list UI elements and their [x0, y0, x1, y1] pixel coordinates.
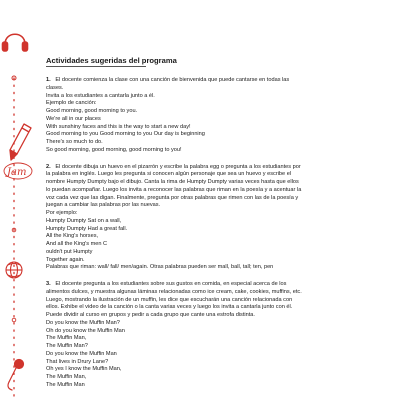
- text-line: Good morning, good morning to you.: [46, 108, 138, 114]
- text-line: Puede dividir al curso en grupos y pedir a cada grupo que cante una estrofa distinta.: [46, 312, 255, 318]
- text-line: Good morning to you Good morning to you Our day is beginning: [46, 131, 205, 138]
- activity-section-1: [46, 77, 392, 155]
- text-line: alimentos dulces, y muestra algunas láminas relacionadas como ice cream, cake, cookies, muffins, etc.: [46, 288, 302, 295]
- text-line: [46, 281, 392, 289]
- text-line: The Muffin Man: [46, 381, 85, 388]
- text-line: With sunshiny faces and this is the way to start a new day!: [46, 123, 191, 130]
- text-line: voz cada vez que las digan. Finalmente, pregunta por otras palabras que rimen con las de la poesía y: [46, 194, 299, 201]
- jam-doodle-text: Jam: [7, 167, 27, 178]
- text-line: ellos. Exhibe el video de la canción o la canta varias veces y luego los invita a cantarla junto con él.: [46, 304, 293, 311]
- text-line-content: El docente dibuja un huevo en el pizarrón y escribe la palabra egg o pregunta a los estudiantes por: [55, 163, 301, 170]
- text-line: That lives in Drury Lane?: [46, 358, 109, 365]
- activity-number: 2.: [46, 163, 51, 170]
- text-line: ouldn't put Humpty: [46, 248, 93, 255]
- document-page: [46, 56, 392, 399]
- text-line: And all the King's men C: [46, 241, 108, 247]
- text-line: lo puedan acompañar. Luego los invita a reconocer las palabras que riman en la poesía y a acentuar la: [46, 186, 302, 193]
- text-line: Do you know the Muffin Man: [46, 350, 117, 357]
- text-line-content: El docente comienza la clase con una canción de bienvenida que puede cantarse en todas las: [55, 77, 290, 83]
- text-line: The Muffin Man?: [46, 343, 88, 349]
- text-line: All the King's horses,: [46, 233, 99, 240]
- headphones-icon: [3, 34, 28, 51]
- text-line: We're all in our places: [46, 115, 101, 122]
- text-line: la palabra en inglés. Luego les pregunta si conocen algún personaje que sea un huevo y escribe el: [46, 171, 292, 178]
- pencil-icon: [10, 124, 31, 160]
- jam-doodle: [4, 163, 32, 179]
- text-line: nombre Humpty Dumpty bajo el dibujo. Canta la rima de Humpty Dumpty varias veces hasta que ellos: [46, 179, 299, 185]
- text-line: So good morning, good morning, good morning to you!: [46, 146, 182, 153]
- text-line: Ejemplo de canción:: [46, 100, 97, 107]
- text-line: juegan a cambiar las palabras por las nuevas.: [46, 202, 161, 209]
- text-line: Palabras que riman: wall/ fall/ men/again. Otras palabras pueden ser mall, ball, tall; ten, pen: [46, 264, 274, 271]
- activity-number: 3.: [46, 281, 51, 287]
- text-line: Humpty Dumpty Had a great fall.: [46, 225, 128, 232]
- activity-section-3: [46, 281, 392, 390]
- text-line-content: El docente pregunta a los estudiantes sobre sus gustos en comida, en especial acerca de los: [55, 281, 287, 287]
- text-line: [46, 77, 392, 85]
- text-line: [46, 164, 392, 172]
- margin-decoration: [0, 0, 40, 400]
- text-line: Luego, mostrando la ilustración de un muffin, les dice que escucharán una canción relacionada con: [46, 296, 293, 303]
- activity-section-2: [46, 164, 392, 273]
- text-line: Invita a los estudiantes a cantarla junto a él.: [46, 92, 155, 99]
- text-line: There's so much to do.: [46, 139, 103, 145]
- activity-number: 1.: [46, 77, 51, 83]
- text-line: Together again.: [46, 256, 85, 263]
- text-line: The Muffin Man,: [46, 374, 87, 380]
- globe-icon: [6, 262, 22, 278]
- text-line: clases.: [46, 84, 64, 91]
- text-line: Oh yes I know the Muffin Man,: [46, 366, 122, 373]
- text-line: The Muffin Man,: [46, 335, 87, 342]
- text-line: Humpty Dumpty Sat on a wall,: [46, 217, 122, 224]
- text-line: Do you know the Muffin Man?: [46, 319, 120, 326]
- document-title: Actividades sugeridas del programa: [46, 56, 392, 65]
- text-line: Oh do you know the Muffin Man: [46, 327, 125, 334]
- text-line: Por ejemplo:: [46, 210, 78, 216]
- microphone-icon: [8, 360, 24, 391]
